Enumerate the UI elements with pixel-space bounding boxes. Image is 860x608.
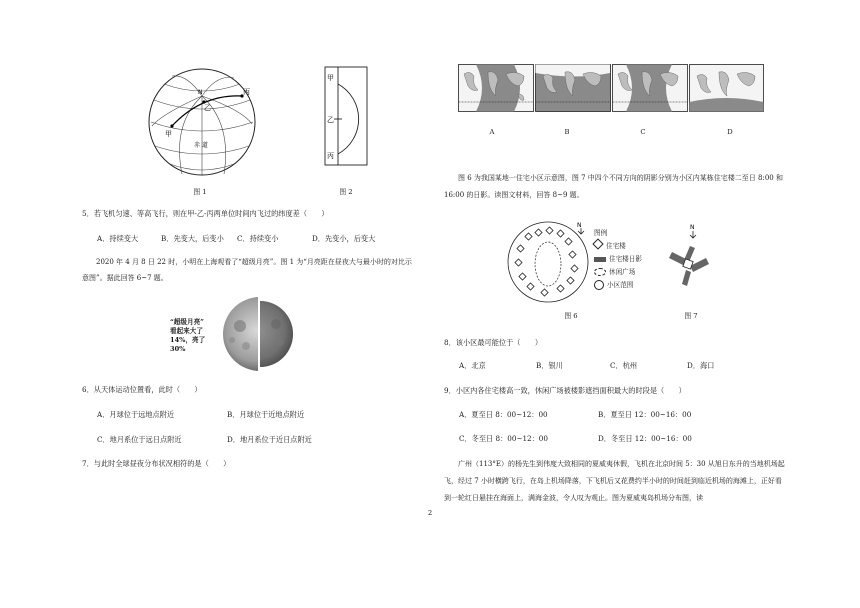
q6-option-d: D．地月系位于近日点附近 (227, 435, 312, 444)
point-c-label: 丙 (243, 88, 250, 96)
q9-option-a: A．夏至日 8：00~12：00 (459, 410, 548, 419)
figure-6-caption: 图 6 (564, 312, 578, 320)
map-label-b: B (564, 128, 570, 136)
q6-option-a: A．月球位于远地点附近 (97, 410, 175, 419)
north-arrow-icon (575, 220, 587, 234)
figure-7-caption: 图 7 (684, 312, 698, 320)
intro-8-9: 图 6 为我国某地一住宅小区示意图，图 7 中四个不同方向的阴影分别为小区内某栋住宅楼二至日 8:00 和 16:00 的日影。读图文材料，回答 8~9 题。 (444, 174, 783, 199)
map-label-a: A (489, 128, 495, 136)
q5-option-c: C．持续变小 (237, 234, 279, 243)
north-label: N (198, 89, 203, 96)
question-6-stem: 6．从天体运动位置看，此时（ ） (82, 385, 202, 394)
boundary-icon (594, 280, 604, 290)
point-a-label: 甲 (165, 130, 172, 138)
q5-option-d: D．先变小，后变大 (312, 234, 376, 243)
figure-2-caption: 图 2 (339, 188, 353, 196)
question-5-stem: 5．若飞机匀速、等高飞行，则在甲-乙-丙两单位时间内飞过的纬度差（ ） (82, 209, 329, 218)
legend-title: 图例 (594, 229, 608, 237)
legend-boundary: 小区范围 (594, 279, 642, 292)
figure-1-globe (142, 64, 262, 184)
q9-option-c: C．冬至日 8：00~12：00 (459, 434, 548, 443)
q9-option-d: D．冬至日 12：00~16：00 (598, 434, 692, 443)
q9-option-b: B．夏至日 12：00~16：00 (598, 410, 692, 419)
figure-1-caption: 图 1 (193, 188, 207, 196)
q6-option-c: C．地月系位于远日点附近 (97, 435, 182, 444)
page-number: 2 (427, 509, 433, 517)
q5-option-a: A．持续变大 (97, 234, 139, 243)
map-label-c: C (640, 128, 646, 136)
legend-building: 住宅楼 (594, 240, 642, 253)
question-8-stem: 8．该小区最可能位于（ ） (444, 338, 543, 347)
world-daynight-maps (458, 64, 764, 112)
q8-option-d: D．海口 (687, 361, 715, 370)
intro-hawaii: 广州（113°E）的杨先生到伟度大致相同的夏威夷休假，飞机在北京时间 5：30 从旭日东升的当地机场起飞，经过 7 小时横跨飞行，在岛上机场降落，下飞机后又花费约半小时的时间赶到临近机场的海滩上，正好看到一轮红日悬挂在海面上，满海金波，令人叹为观止。图为夏威夷岛机场分布图，读 (444, 460, 785, 502)
fig2-c-label: 丙 (327, 152, 334, 160)
fig2-a-label: 甲 (327, 74, 334, 82)
shadow-icon (594, 257, 606, 262)
small-moon-label: 月亮看 起来最 小的时 候 (300, 318, 320, 353)
figure-2-diagram (324, 66, 368, 166)
q8-option-c: C．杭州 (610, 361, 638, 370)
map-label-d: D (727, 128, 733, 136)
question-9-stem: 9．小区内各住宅楼高一致，休闲广场被楼影遮挡面积最大的时段是（ ） (444, 386, 686, 395)
legend-shadow: 住宅楼日影 (594, 253, 642, 266)
q6-option-b: B．月球位于近地点附近 (227, 410, 305, 419)
q8-option-a: A．北京 (459, 361, 486, 370)
question-7-stem: 7．与此时全球昼夜分布状况相符的是（ ） (82, 459, 231, 468)
q8-option-b: B．银川 (536, 361, 563, 370)
point-b-label: 乙 (204, 104, 211, 112)
equator-label: 赤 道 (194, 142, 208, 149)
fig2-b-label: 乙 (327, 116, 334, 124)
figure-7-shadow-diagram (662, 222, 714, 292)
intro-6-7: 2020 年 4 月 8 日 22 时，小明在上海观看了“超级月亮”。图 1 为“月亮距在昼夜大与最小时的对比示意图”。据此回答 6~7 题。 (82, 258, 412, 282)
svg-text:N: N (577, 222, 582, 229)
legend-plaza: 休闲广场 (594, 266, 642, 279)
q5-option-b: B．先变大，后变小 (161, 234, 224, 243)
plaza-icon (594, 268, 606, 276)
svg-text:N: N (690, 224, 695, 231)
figure-6-legend (594, 227, 642, 292)
super-moon-label: “超级月亮” 看起来大了 14%，亮了 30% (170, 318, 206, 353)
building-icon (592, 238, 603, 249)
